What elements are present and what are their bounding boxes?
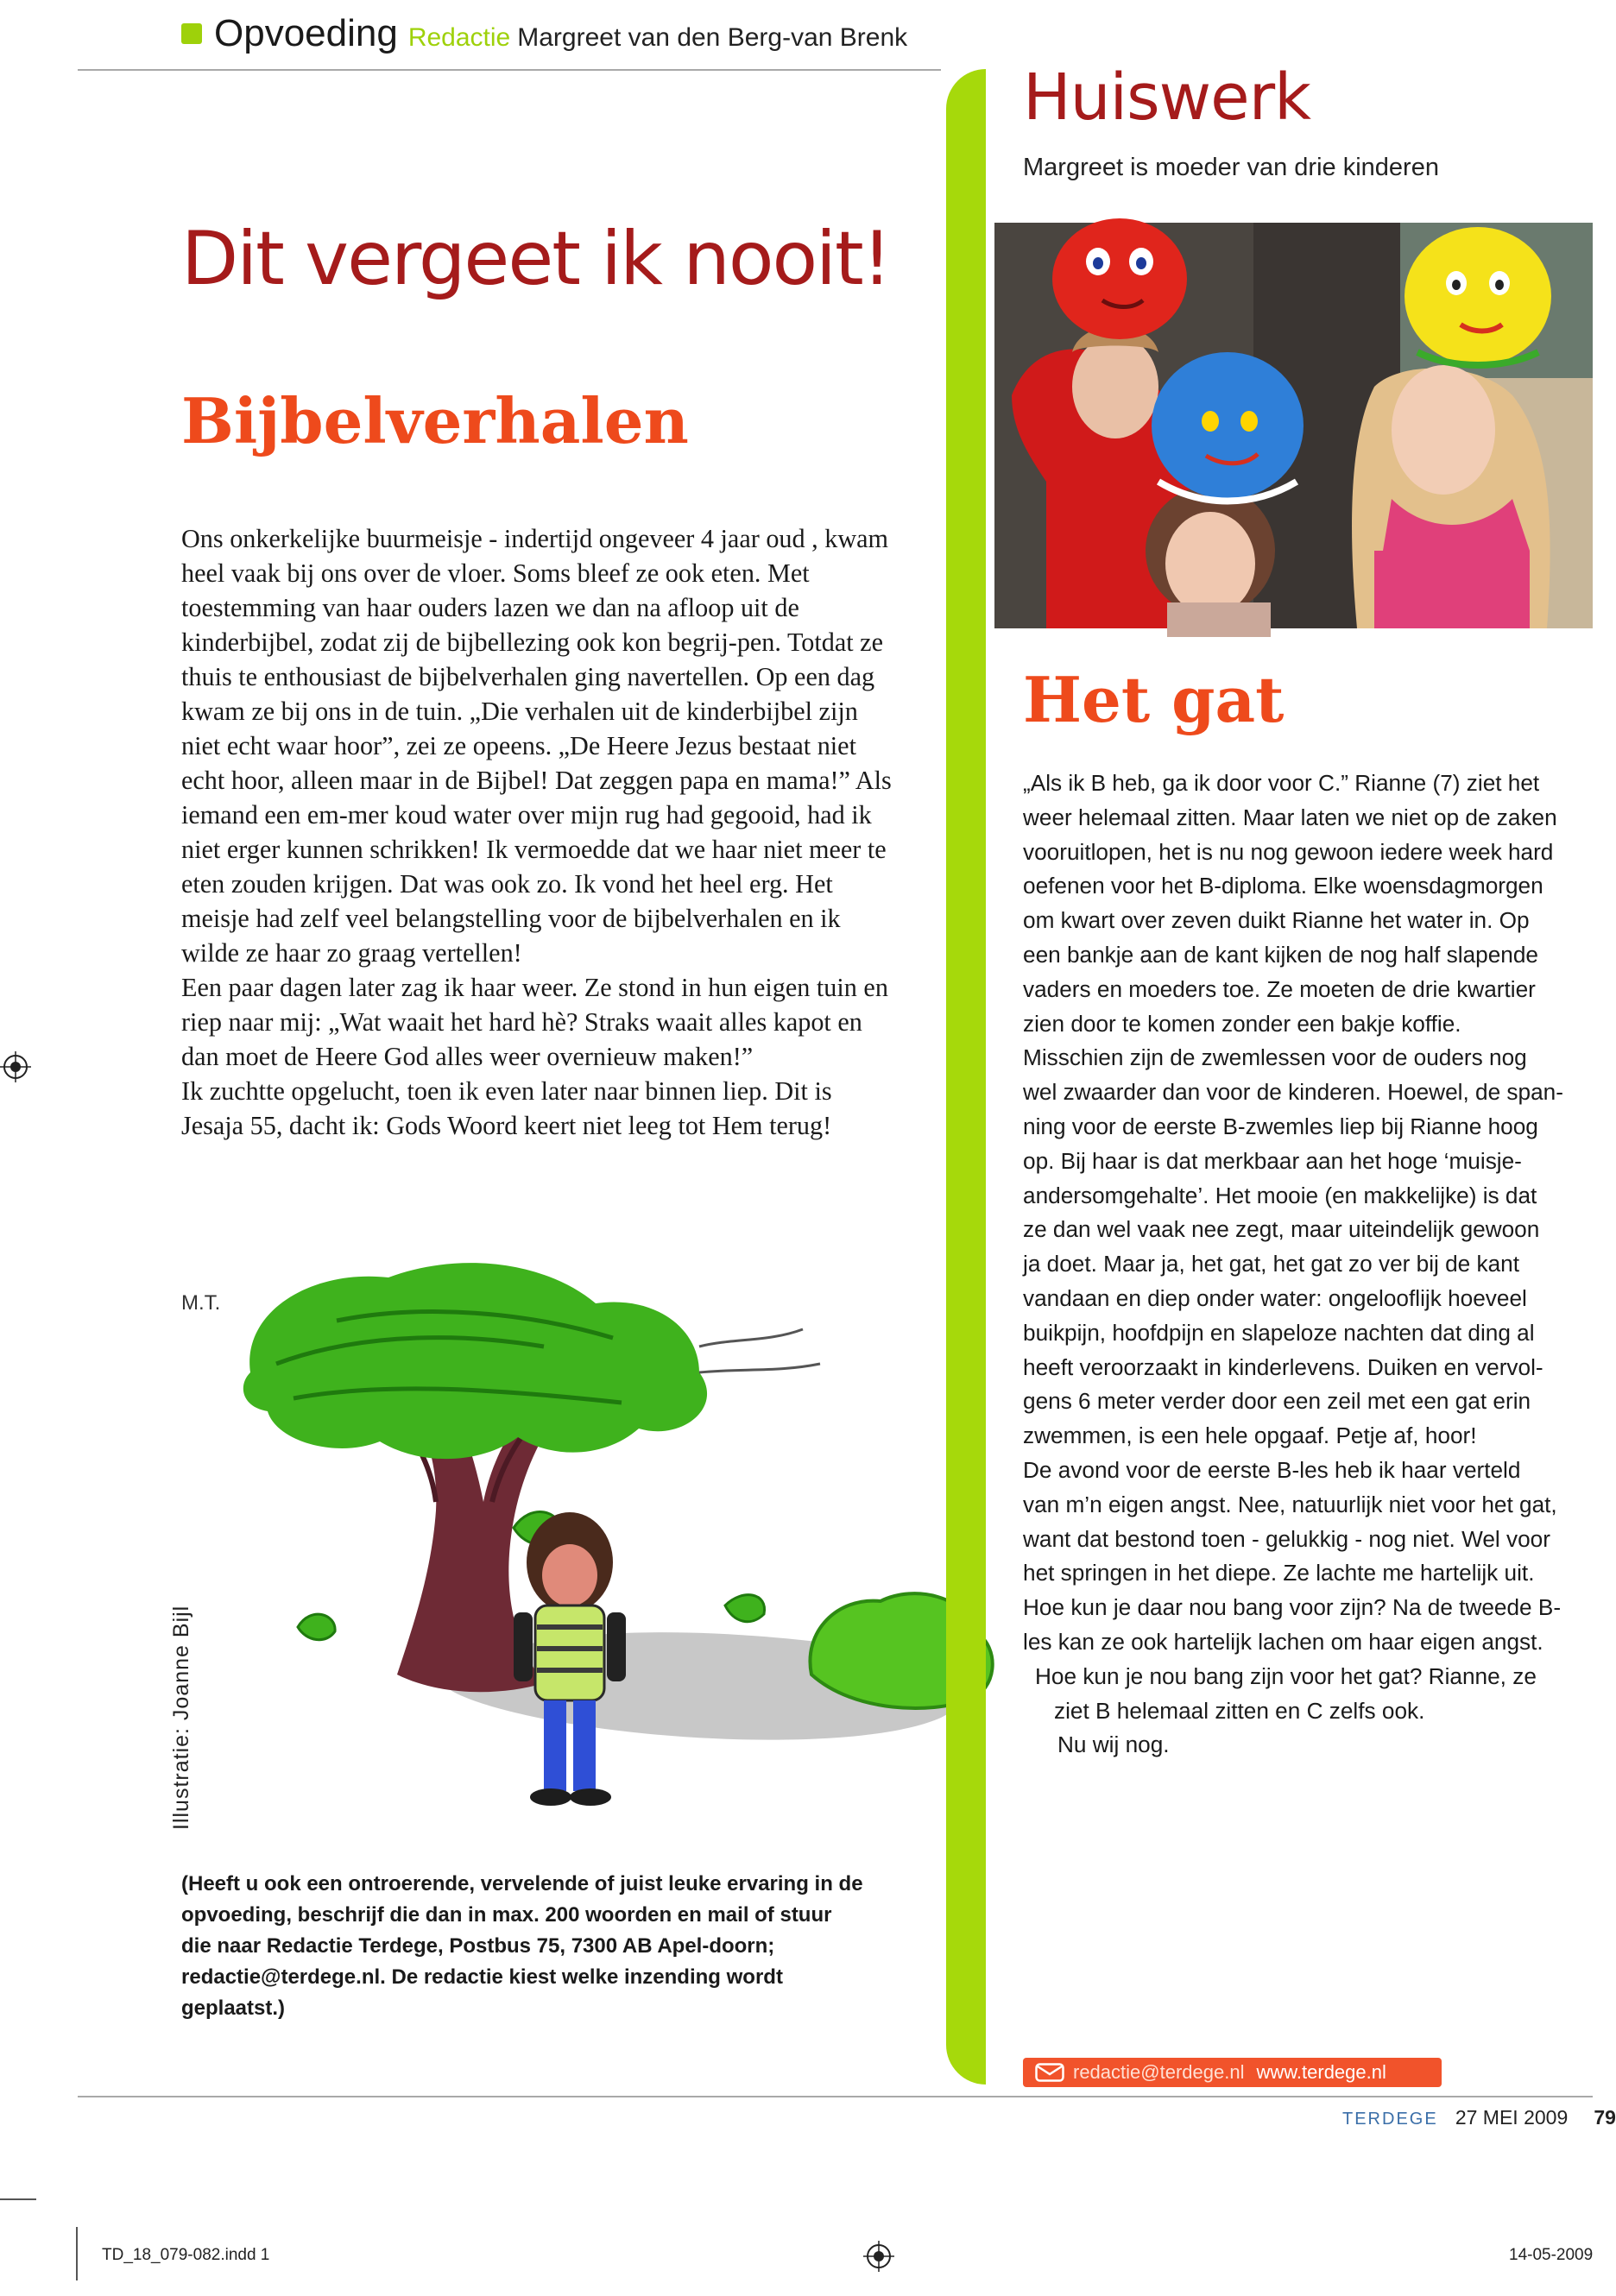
- editor-name: Margreet van den Berg-van Brenk: [517, 23, 908, 52]
- tree-foliage: [243, 1263, 820, 1459]
- article-line: van m’n eigen angst. Nee, natuurlijk niet voor het gat,: [1023, 1491, 1557, 1517]
- story-paragraph: Ons onkerkelijke buurmeisje - indertijd ongeveer 4 jaar oud , kwam heel vaak bij ons over de vloer. Soms bleef ze ook eten. Met toestemming van haar ouders lazen we dan na afloop uit de kinderbijbel, zodat zij de bijbellezing ook kon begrij-pen. Totdat ze thuis te enthousiast de bijbelverhalen ging navertellen. Op een dag kwam ze bij ons in de tuin. „Die verhalen uit de kinderbijbel zijn niet echt waar hoor”, zei ze opeens. „De Heere Jezus bestaat niet echt hoor, alleen maar in de Bijbel! Dat zeggen papa en mama!” Als iemand een em-mer koud water over mijn rug had gegooid, had ik niet erger kunnen schrikken! Ik vermoedde dat we haar niet meer te eten zouden krijgen. Dat was ook zo. Ik vond het heel erg. Het meisje had zelf veel belangstelling voor de bijbelverhalen en ik wilde ze haar zo graag vertellen!: [181, 524, 892, 968]
- section-title: Opvoeding: [214, 12, 398, 54]
- article-line: buikpijn, hoofdpijn en slapeloze nachten dat ding al: [1023, 1319, 1535, 1346]
- page-footer: [1342, 2106, 1616, 2129]
- article-line: ziet B helemaal zitten en C zelfs ook.: [1054, 1697, 1425, 1724]
- mail-icon: [1035, 2063, 1064, 2082]
- child-figure: [514, 1512, 626, 1806]
- windblown-tree-illustration: [216, 1243, 1019, 1839]
- article-line: Nu wij nog.: [1057, 1731, 1170, 1758]
- contact-email-link[interactable]: redactie@terdege.nl: [1073, 2061, 1245, 2083]
- article-line: andersomgehalte’. Het mooie (en makkelijke) is dat: [1023, 1182, 1537, 1208]
- article-line: zwemmen, is een hele opgaaf. Petje af, hoor!: [1023, 1422, 1477, 1449]
- slug-filename: TD_18_079-082.indd 1: [102, 2246, 270, 2264]
- article-line: weer helemaal zitten. Maar laten we niet op de zaken: [1023, 804, 1557, 830]
- article-line: vaders en moeders toe. Ze moeten de drie kwartier: [1023, 975, 1536, 1002]
- contact-bar: [1023, 2058, 1442, 2087]
- page-title: Dit vergeet ik nooit!: [181, 216, 891, 302]
- article-line: Misschien zijn de zwemlessen voor de ouders nog: [1023, 1044, 1527, 1071]
- contact-website-link[interactable]: www.terdege.nl: [1256, 2061, 1386, 2083]
- submission-callout: (Heeft u ook een ontroerende, vervelende of juist leuke ervaring in de opvoeding, beschrijf die dan in max. 200 woorden en mail of stuur die naar Redactie Terdege, Postbus 75, 7300 AB Apel-doorn; redactie@terdege.nl. De redactie kiest welke inzending wordt geplaatst.): [181, 1872, 863, 2020]
- article-line: want dat bestond toen - gelukkig - nog niet. Wel voor: [1023, 1525, 1550, 1552]
- footer-date: 27 MEI 2009: [1455, 2106, 1569, 2129]
- red-balloon: [1052, 218, 1187, 339]
- story-signature: M.T.: [181, 1291, 221, 1315]
- footer-rule: [78, 2096, 1593, 2097]
- crop-mark: [0, 2198, 36, 2200]
- story-body: [181, 521, 898, 1143]
- article-line: „Als ik B heb, ga ik door voor C.” Rianne (7) ziet het: [1023, 770, 1540, 796]
- illustration-credit: Illustratie: Joanne Bijl: [169, 1605, 193, 1830]
- article-line: les kan ze ook hartelijk lachen om haar eigen angst.: [1023, 1628, 1543, 1655]
- article-line: vandaan en diep onder water: ongelooflijk hoeveel: [1023, 1284, 1527, 1311]
- header-rule: [78, 69, 941, 71]
- story-paragraph: Een paar dagen later zag ik haar weer. Ze stond in hun eigen tuin en riep naar mij: „Wat waait het hard hè? Straks waait alles kapot en dan moet de Heere God alles weer overnieuw maken!”: [181, 973, 888, 1071]
- registration-mark-icon: [863, 2241, 894, 2272]
- story-paragraph: Ik zuchtte opgelucht, toen ik even later naar binnen liep. Dit is Jesaja 55, dacht ik: Gods Woord keert niet leeg tot Hem terug!: [181, 1076, 832, 1140]
- article-line: ning voor de eerste B-zwemles liep bij Rianne hoog: [1023, 1113, 1538, 1139]
- article-line: het springen in het diepe. Ze lachte me hartelijk uit.: [1023, 1560, 1535, 1586]
- article-line: Hoe kun je daar nou bang voor zijn? Na de tweede B-: [1023, 1594, 1562, 1621]
- article-body: [1023, 766, 1593, 1763]
- article-line: op. Bij haar is dat merkbaar aan het hoge ‘muisje-: [1023, 1147, 1522, 1174]
- article-heading: Het gat: [1023, 663, 1285, 736]
- article-line: ja doet. Maar ja, het gat, het gat zo ver bij de kant: [1023, 1251, 1520, 1277]
- yellow-balloon: [1405, 227, 1551, 365]
- article-line: Hoe kun je nou bang zijn voor het gat? Rianne, ze: [1035, 1662, 1537, 1689]
- registration-mark-icon: [0, 1051, 31, 1082]
- page-number: 79: [1594, 2106, 1616, 2129]
- slug-date: 14-05-2009: [1509, 2246, 1594, 2264]
- article-line: om kwart over zeven duikt Rianne het water in. Op: [1023, 907, 1530, 934]
- article-line: ze dan wel vaak nee zegt, maar uiteindelijk gewoon: [1023, 1216, 1540, 1243]
- article-line: zien door te komen zonder een bakje koffie.: [1023, 1010, 1461, 1037]
- story-heading: Bijbelverhalen: [181, 384, 689, 457]
- editor-label: Redactie: [407, 23, 511, 52]
- section-header: [181, 12, 907, 62]
- article-line: De avond voor de eerste B-les heb ik haar verteld: [1023, 1456, 1521, 1483]
- green-column-bar: [946, 69, 986, 2085]
- article-line: heeft veroorzaakt in kinderlevens. Duiken en vervol-: [1023, 1353, 1543, 1380]
- column-title: Huiswerk: [1023, 60, 1310, 135]
- footer-magazine: TERDEGE: [1342, 2110, 1438, 2129]
- article-line: een bankje aan de kant kijken de nog half slapende: [1023, 941, 1538, 968]
- crop-mark: [76, 2227, 78, 2280]
- section-marker: [181, 23, 202, 44]
- article-line: vooruitlopen, het is nu nog gewoon iedere week hard: [1023, 838, 1554, 865]
- column-byline: Margreet is moeder van drie kinderen: [1023, 154, 1439, 181]
- article-line: gens 6 meter verder door een zeil met een gat erin: [1023, 1388, 1531, 1415]
- article-line: wel zwaarder dan voor de kinderen. Hoewel, de span-: [1023, 1079, 1563, 1106]
- children-balloons-photo: [994, 223, 1593, 628]
- article-line: oefenen voor het B-diploma. Elke woensdagmorgen: [1023, 873, 1543, 899]
